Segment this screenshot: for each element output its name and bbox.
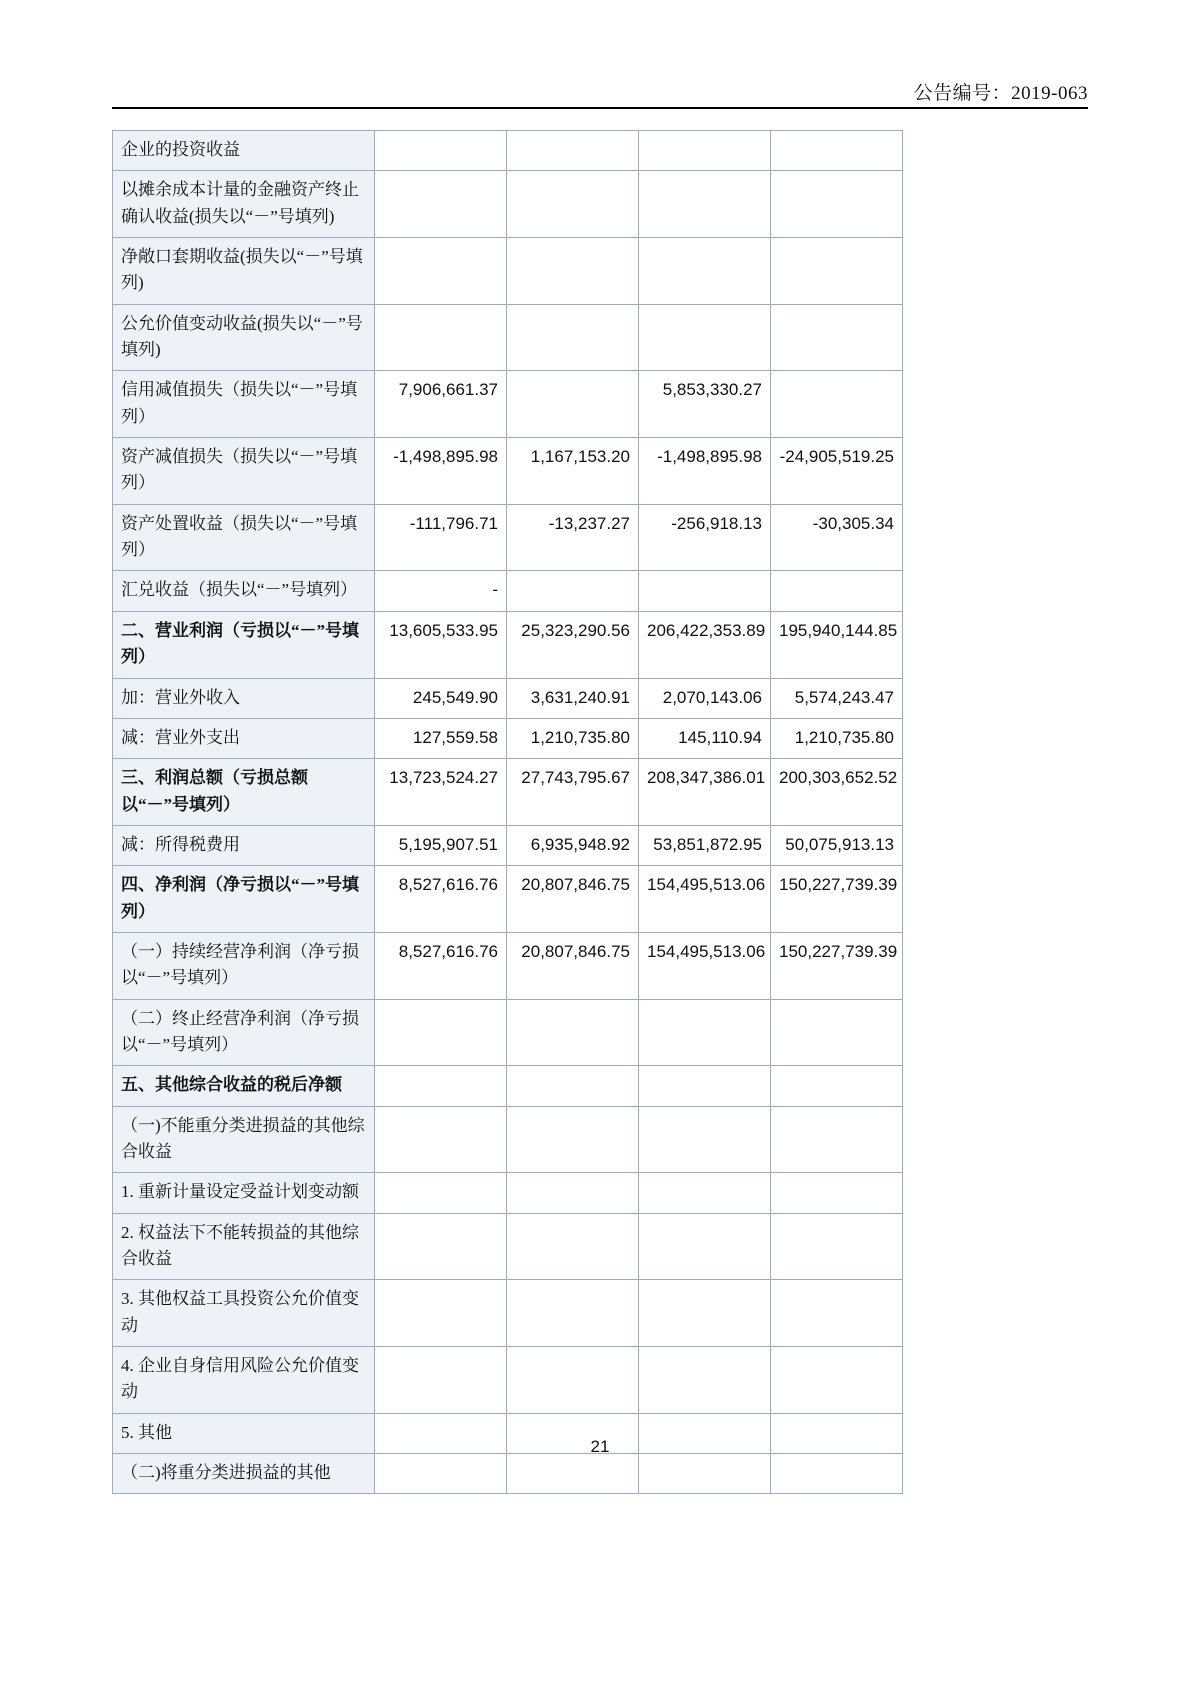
- row-value-cell: [375, 1106, 507, 1173]
- row-value-cell: -30,305.34: [771, 504, 903, 571]
- row-value-cell: 8,527,616.76: [375, 866, 507, 933]
- row-label: 减：所得税费用: [121, 834, 240, 854]
- row-value-cell: [507, 571, 639, 611]
- row-value-cell: 208,347,386.01: [639, 759, 771, 826]
- row-label-cell: [113, 759, 375, 826]
- row-value-cell: [507, 131, 639, 171]
- row-value-cell: 145,110.94: [639, 718, 771, 758]
- row-label-cell: [113, 1454, 375, 1494]
- page-number: 21: [590, 1437, 610, 1456]
- row-value-cell: [639, 1280, 771, 1347]
- row-value-cell: 195,940,144.85: [771, 611, 903, 678]
- row-label-cell: [113, 999, 375, 1066]
- table-row: [113, 1347, 903, 1414]
- row-value-cell: [375, 238, 507, 305]
- row-label-cell: [113, 131, 375, 171]
- row-value-cell: 2,070,143.06: [639, 678, 771, 718]
- row-value-cell: [507, 371, 639, 438]
- row-value-cell: [375, 131, 507, 171]
- table-row: [113, 1280, 903, 1347]
- row-value-cell: [639, 1213, 771, 1280]
- row-value-cell: [771, 1213, 903, 1280]
- row-value-cell: 13,723,524.27: [375, 759, 507, 826]
- row-value-cell: [507, 1454, 639, 1494]
- row-label-cell: [113, 932, 375, 999]
- row-value-cell: [375, 171, 507, 238]
- header-divider: [112, 107, 1088, 109]
- row-value-cell: [639, 1173, 771, 1213]
- row-value-cell: [771, 1173, 903, 1213]
- table-row: [113, 759, 903, 826]
- row-label-cell: [113, 1347, 375, 1414]
- row-value-cell: [771, 238, 903, 305]
- table-row: [113, 718, 903, 758]
- table-row: [113, 678, 903, 718]
- row-label: 2. 权益法下不能转损益的其他综合收益: [121, 1222, 359, 1268]
- table-row: [113, 932, 903, 999]
- row-value-cell: [639, 571, 771, 611]
- row-label: 1. 重新计量设定受益计划变动额: [121, 1182, 359, 1202]
- table-row: [113, 304, 903, 371]
- row-label-cell: [113, 1280, 375, 1347]
- row-label: 资产减值损失（损失以“－”号填列）: [121, 447, 358, 493]
- row-value-cell: [375, 1173, 507, 1213]
- table-row: [113, 999, 903, 1066]
- row-label: 减：营业外支出: [121, 727, 240, 747]
- row-value-cell: [507, 1213, 639, 1280]
- row-value-cell: [507, 304, 639, 371]
- row-value-cell: 154,495,513.06: [639, 932, 771, 999]
- row-value-cell: [375, 1347, 507, 1414]
- row-label: 信用减值损失（损失以“－”号填列）: [121, 380, 358, 426]
- row-value-cell: 206,422,353.89: [639, 611, 771, 678]
- row-label: 4. 企业自身信用风险公允价值变动: [121, 1356, 359, 1402]
- row-value-cell: -24,905,519.25: [771, 438, 903, 505]
- row-value-cell: [507, 1280, 639, 1347]
- row-label-cell: [113, 611, 375, 678]
- row-label: 五、其他综合收益的税后净额: [121, 1075, 342, 1095]
- income-statement-table: [112, 130, 903, 1494]
- row-value-cell: [375, 999, 507, 1066]
- table-row: [113, 825, 903, 865]
- row-label: （二）终止经营净利润（净亏损以“－”号填列）: [121, 1008, 359, 1054]
- row-label: 四、净利润（净亏损以“－”号填列）: [121, 875, 359, 921]
- row-value-cell: [771, 371, 903, 438]
- row-value-cell: -256,918.13: [639, 504, 771, 571]
- row-value-cell: [375, 1213, 507, 1280]
- row-value-cell: 150,227,739.39: [771, 866, 903, 933]
- table-row: [113, 1454, 903, 1494]
- row-label-cell: [113, 238, 375, 305]
- row-label: （一)不能重分类进损益的其他综合收益: [121, 1115, 365, 1161]
- row-label-cell: [113, 371, 375, 438]
- table-row: [113, 1066, 903, 1106]
- row-value-cell: 150,227,739.39: [771, 932, 903, 999]
- row-value-cell: 6,935,948.92: [507, 825, 639, 865]
- row-value-cell: [639, 1066, 771, 1106]
- row-label: 5. 其他: [121, 1422, 172, 1442]
- row-value-cell: [771, 1106, 903, 1173]
- row-value-cell: [375, 1066, 507, 1106]
- row-label-cell: [113, 1106, 375, 1173]
- row-label: 二、营业利润（亏损以“－”号填列）: [121, 620, 359, 667]
- row-value-cell: [771, 571, 903, 611]
- table-row: [113, 611, 903, 678]
- row-value-cell: 20,807,846.75: [507, 932, 639, 999]
- row-value-cell: [639, 238, 771, 305]
- row-label-cell: [113, 504, 375, 571]
- row-value-cell: -1,498,895.98: [375, 438, 507, 505]
- row-value-cell: [771, 999, 903, 1066]
- row-label: （一）持续经营净利润（净亏损以“－”号填列）: [121, 941, 359, 988]
- row-value-cell: -111,796.71: [375, 504, 507, 571]
- row-value-cell: [771, 1280, 903, 1347]
- row-value-cell: [507, 238, 639, 305]
- row-value-cell: 154,495,513.06: [639, 866, 771, 933]
- row-value-cell: [507, 1173, 639, 1213]
- row-label: 汇兑收益（损失以“－”号填列）: [121, 580, 358, 600]
- row-value-cell: [639, 1106, 771, 1173]
- row-label-cell: [113, 571, 375, 611]
- row-value-cell: 1,167,153.20: [507, 438, 639, 505]
- row-value-cell: [507, 999, 639, 1066]
- row-value-cell: [375, 1454, 507, 1494]
- table-row: [113, 171, 903, 238]
- row-label-cell: [113, 1173, 375, 1213]
- row-value-cell: [507, 1347, 639, 1414]
- row-value-cell: [771, 1454, 903, 1494]
- row-label-cell: [113, 171, 375, 238]
- row-label: 企业的投资收益: [121, 140, 240, 159]
- row-value-cell: 27,743,795.67: [507, 759, 639, 826]
- row-value-cell: [639, 131, 771, 171]
- row-value-cell: [639, 999, 771, 1066]
- row-value-cell: [507, 171, 639, 238]
- row-value-cell: 3,631,240.91: [507, 678, 639, 718]
- row-value-cell: 53,851,872.95: [639, 825, 771, 865]
- table-row: [113, 1106, 903, 1173]
- row-value-cell: 25,323,290.56: [507, 611, 639, 678]
- row-label: 以摊余成本计量的金融资产终止确认收益(损失以“－”号填列): [121, 180, 359, 226]
- row-value-cell: 5,853,330.27: [639, 371, 771, 438]
- row-value-cell: 1,210,735.80: [507, 718, 639, 758]
- row-label-cell: [113, 678, 375, 718]
- row-label: 加：营业外收入: [121, 687, 240, 707]
- row-value-cell: 20,807,846.75: [507, 866, 639, 933]
- row-value-cell: -: [375, 571, 507, 611]
- row-label-cell: [113, 438, 375, 505]
- row-value-cell: 245,549.90: [375, 678, 507, 718]
- row-label: 公允价值变动收益(损失以“－”号填列): [121, 313, 363, 360]
- row-label: （二)将重分类进损益的其他: [121, 1463, 331, 1483]
- row-label-cell: [113, 825, 375, 865]
- table-row: [113, 131, 903, 171]
- table-row: [113, 1173, 903, 1213]
- row-value-cell: [771, 131, 903, 171]
- table-row: [113, 866, 903, 933]
- row-label: 资产处置收益（损失以“－”号填列）: [121, 513, 358, 560]
- row-value-cell: [771, 171, 903, 238]
- row-value-cell: 1,210,735.80: [771, 718, 903, 758]
- row-value-cell: 8,527,616.76: [375, 932, 507, 999]
- row-value-cell: 50,075,913.13: [771, 825, 903, 865]
- row-value-cell: 7,906,661.37: [375, 371, 507, 438]
- announcement-number: 公告编号：2019-063: [913, 83, 1088, 104]
- row-value-cell: -1,498,895.98: [639, 438, 771, 505]
- row-value-cell: [375, 1280, 507, 1347]
- row-label-cell: [113, 1066, 375, 1106]
- row-value-cell: 127,559.58: [375, 718, 507, 758]
- table-row: [113, 571, 903, 611]
- table-row: [113, 438, 903, 505]
- row-value-cell: [639, 1347, 771, 1414]
- row-value-cell: [771, 1347, 903, 1414]
- table-row: [113, 238, 903, 305]
- table-row: [113, 1213, 903, 1280]
- row-label: 3. 其他权益工具投资公允价值变动: [121, 1289, 359, 1335]
- table-row: [113, 371, 903, 438]
- row-value-cell: [639, 1454, 771, 1494]
- table-body: [113, 131, 903, 1494]
- row-label-cell: [113, 866, 375, 933]
- row-label-cell: [113, 718, 375, 758]
- row-label-cell: [113, 1213, 375, 1280]
- row-value-cell: [639, 304, 771, 371]
- row-label: 净敞口套期收益(损失以“－”号填列): [121, 247, 363, 293]
- row-label-cell: [113, 304, 375, 371]
- row-value-cell: [507, 1066, 639, 1106]
- row-value-cell: -13,237.27: [507, 504, 639, 571]
- row-value-cell: [771, 1066, 903, 1106]
- row-value-cell: [375, 304, 507, 371]
- row-value-cell: [771, 304, 903, 371]
- table-row: [113, 504, 903, 571]
- row-value-cell: 5,574,243.47: [771, 678, 903, 718]
- row-value-cell: 200,303,652.52: [771, 759, 903, 826]
- row-value-cell: [507, 1106, 639, 1173]
- row-value-cell: [639, 171, 771, 238]
- row-value-cell: 5,195,907.51: [375, 825, 507, 865]
- row-value-cell: 13,605,533.95: [375, 611, 507, 678]
- row-label: 三、利润总额（亏损总额以“－”号填列）: [121, 768, 308, 814]
